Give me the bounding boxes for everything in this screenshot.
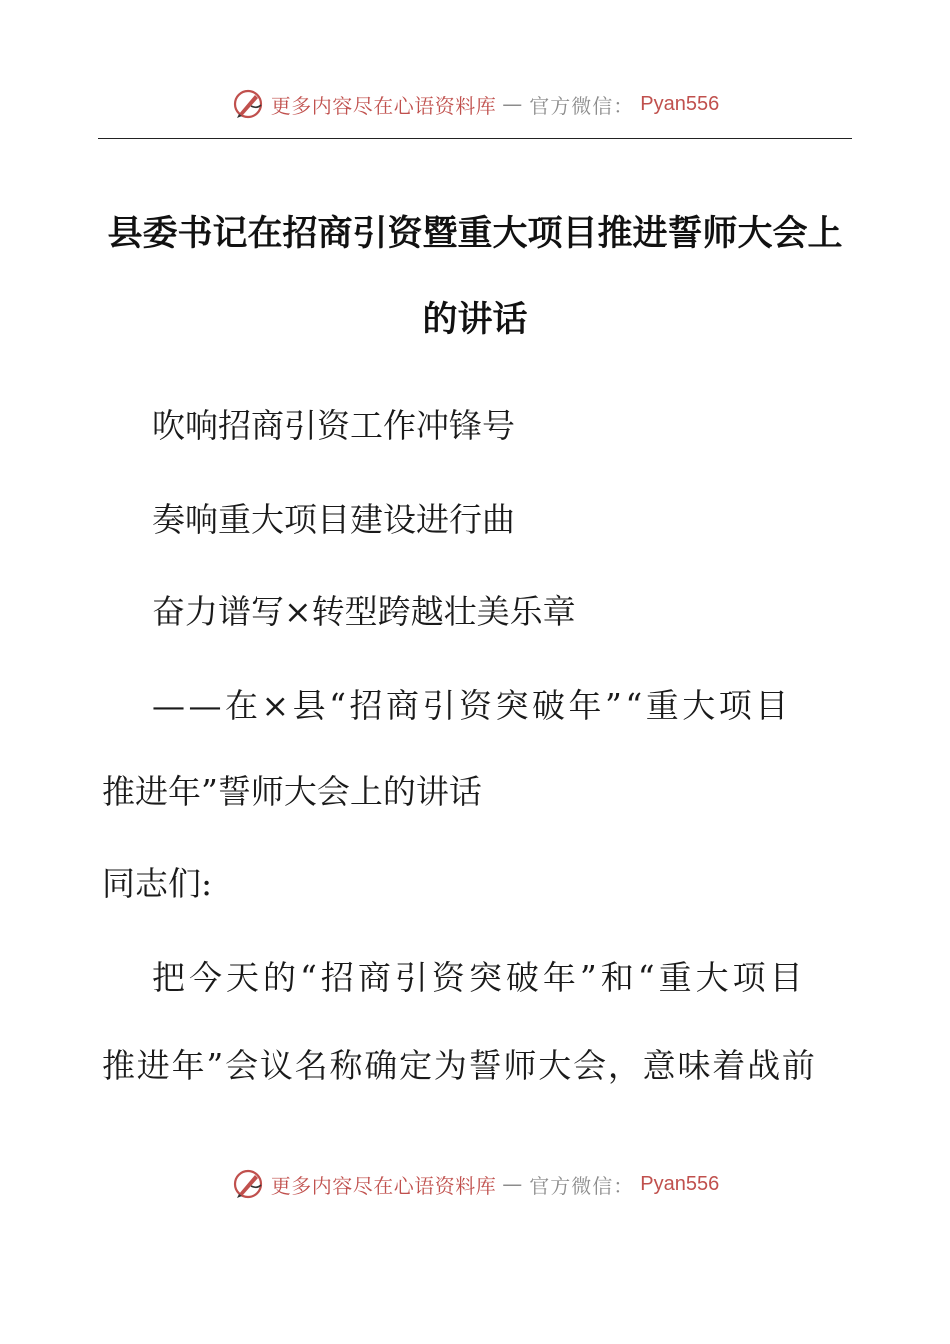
footer-banner — [231, 1167, 719, 1201]
footer-dash: — — [502, 1172, 524, 1196]
footer-promo-text: 更多内容尽在心语资料库 — [270, 1173, 497, 1198]
header-wechat-label: 官方微信： — [529, 93, 635, 118]
header-divider — [98, 138, 852, 139]
subtitle-line-2: 推进年”誓师大会上的讲话 — [102, 772, 482, 811]
body-paragraph-line-1: 把今天的“招商引资突破年”和“重大项目 — [152, 958, 807, 997]
footer-wechat-id: Pyan556 — [640, 1172, 720, 1195]
slogan-line-1: 吹响招商引资工作冲锋号 — [152, 406, 515, 445]
slogan-line-3: 奋力谱写×转型跨越壮美乐章 — [152, 592, 576, 631]
header-dash: — — [502, 92, 524, 116]
header-promo-text: 更多内容尽在心语资料库 — [270, 93, 497, 118]
salutation: 同志们: — [102, 864, 213, 903]
header-banner — [231, 87, 719, 121]
page-footer — [0, 1164, 950, 1204]
pen-logo-icon — [231, 87, 265, 121]
footer-wechat-label: 官方微信： — [529, 1173, 635, 1198]
pen-logo-icon — [231, 1167, 265, 1201]
document-title-line-1: 县委书记在招商引资暨重大项目推进誓师大会上 — [107, 214, 843, 254]
page-header — [0, 84, 950, 124]
subtitle-line-1: ——在×县“招商引资突破年”“重大项目 — [152, 686, 792, 725]
document-title-line-2: 的讲话 — [422, 300, 528, 340]
body-paragraph-line-2: 推进年”会议名称确定为誓师大会，意味着战前 — [102, 1046, 817, 1085]
slogan-line-2: 奏响重大项目建设进行曲 — [152, 500, 515, 539]
header-wechat-id: Pyan556 — [640, 92, 720, 115]
